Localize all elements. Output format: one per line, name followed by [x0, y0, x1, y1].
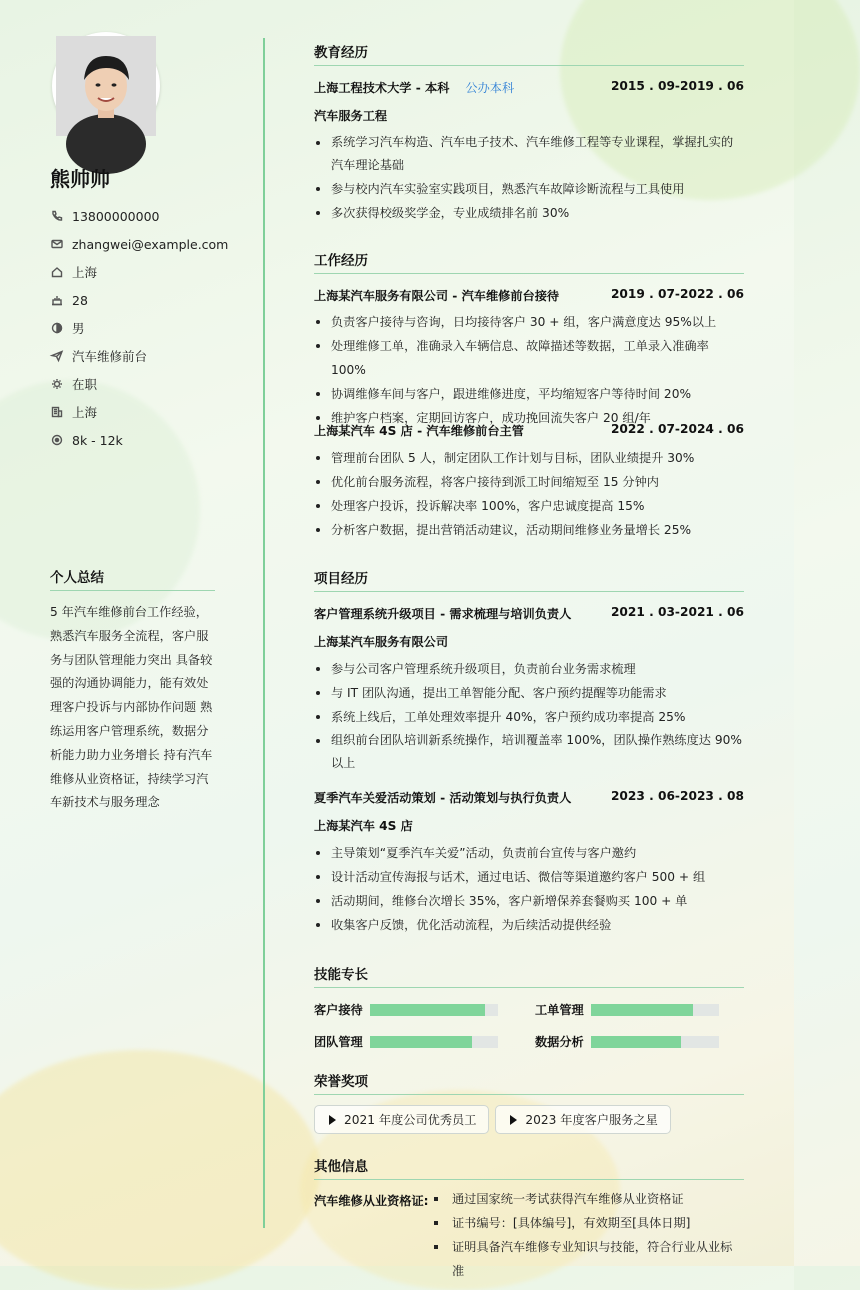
send-icon [50, 349, 64, 363]
skill-bar [591, 1004, 719, 1016]
list-item: 系统上线后，工单处理效率提升 40%，客户预约成功率提高 25% [314, 705, 744, 729]
contact-location [50, 398, 228, 426]
list-item: 分析客户数据，提出营销活动建议，活动期间维修业务量增长 25% [314, 518, 744, 542]
contact-text: 28 [72, 292, 88, 308]
skill-item [314, 1033, 498, 1050]
contact-text: 上海 [72, 405, 98, 420]
contact-email [50, 230, 228, 258]
list-item: 协调维修车间与客户，跟进维修进度，平均缩短客户等待时间 20% [314, 382, 744, 406]
list-item: 证明具备汽车维修专业知识与技能，符合行业从业标准 [434, 1235, 744, 1283]
contact-phone [50, 202, 228, 230]
contact-text: 8k - 12k [72, 432, 123, 448]
skill-name: 团队管理 [314, 1035, 363, 1049]
list-item: 组织前台团队培训新系统操作，培训覆盖率 100%，团队操作熟练度达 90%以上 [314, 729, 744, 775]
skill-bar [591, 1036, 719, 1048]
status-icon [50, 377, 64, 391]
section-title-summary: 个人总结 [50, 566, 215, 591]
project-bullets [314, 841, 744, 937]
section-title-other: 其他信息 [314, 1155, 744, 1180]
skill-item [535, 1001, 719, 1018]
phone-icon [50, 209, 64, 223]
skill-bar-fill [370, 1036, 472, 1048]
skill-bar-fill [591, 1004, 693, 1016]
candidate-name: 熊帅帅 [50, 167, 110, 191]
certificate-bullets [434, 1187, 744, 1283]
list-item: 主导策划“夏季汽车关爱”活动，负责前台宣传与客户邀约 [314, 841, 744, 865]
contact-gender [50, 314, 228, 342]
list-item: 设计活动宣传海报与话术，通过电话、微信等渠道邀约客户 500 + 组 [314, 865, 744, 889]
avatar [52, 32, 160, 140]
background-blob [0, 1050, 320, 1290]
list-item: 与 IT 团队沟通，提出工单智能分配、客户预约提醒等功能需求 [314, 681, 744, 705]
award-text: 2023 年度客户服务之星 [525, 1113, 658, 1127]
section-title-work: 工作经历 [314, 249, 744, 274]
list-item: 参与公司客户管理系统升级项目，负责前台业务需求梳理 [314, 657, 744, 681]
section-title-projects: 项目经历 [314, 567, 744, 592]
job-bullets [314, 446, 744, 542]
list-item: 负责客户接待与咨询，日均接待客户 30 + 组，客户满意度达 95%以上 [314, 310, 744, 334]
gender-icon [50, 321, 64, 335]
contact-text: 13800000000 [72, 208, 160, 224]
list-item: 处理维修工单，准确录入车辆信息、故障描述等数据，工单录入准确率 100% [314, 334, 744, 382]
home-icon [50, 265, 64, 279]
job-head [314, 287, 744, 304]
email-icon [50, 237, 64, 251]
contact-status [50, 370, 228, 398]
list-item: 活动期间，维修台次增长 35%，客户新增保养套餐购买 100 + 单 [314, 889, 744, 913]
list-item: 系统学习汽车构造、汽车电子技术、汽车维修工程等专业课程，掌握扎实的汽车理论基础 [314, 131, 744, 177]
skill-name: 数据分析 [535, 1035, 584, 1049]
list-item: 处理客户投诉，投诉解决率 100%，客户忠诚度提高 15% [314, 494, 744, 518]
contact-text: 男 [72, 321, 85, 336]
certificate-label: 汽车维修从业资格证: [314, 1194, 429, 1208]
job-title: 上海某汽车 4S 店 - 汽车维修前台主管 [314, 424, 524, 438]
skill-item [535, 1033, 719, 1050]
building-icon [50, 405, 64, 419]
project-date: 2021 . 03-2021 . 06 [610, 605, 744, 619]
list-item: 证书编号：[具体编号]，有效期至[具体日期] [434, 1211, 744, 1235]
school-tag: 公办本科 [465, 81, 515, 95]
list-item: 维护客户档案，定期回访客户，成功挽回流失客户 20 组/年 [314, 406, 744, 430]
contact-list [50, 202, 228, 454]
contact-city [50, 258, 228, 286]
award-badge [495, 1105, 670, 1134]
education-major: 汽车服务工程 [314, 109, 388, 123]
contact-text: 汽车维修前台 [72, 349, 148, 364]
project-bullets [314, 657, 744, 775]
project-title: 客户管理系统升级项目 - 需求梳理与培训负责人 [314, 607, 572, 621]
section-title-skills: 技能专长 [314, 963, 744, 988]
project-head [314, 605, 744, 622]
list-item: 收集客户反馈，优化活动流程，为后续活动提供经验 [314, 913, 744, 937]
skill-name: 客户接待 [314, 1003, 363, 1017]
list-item: 优化前台服务流程，将客户接待到派工时间缩短至 15 分钟内 [314, 470, 744, 494]
contact-text: 上海 [72, 265, 98, 280]
list-item: 参与校内汽车实验室实践项目，熟悉汽车故障诊断流程与工具使用 [314, 177, 744, 201]
play-arrow-icon [329, 1115, 336, 1125]
education-bullets [314, 131, 744, 225]
age-icon [50, 293, 64, 307]
award-badge [314, 1105, 489, 1134]
play-arrow-icon [510, 1115, 517, 1125]
list-item: 多次获得校级奖学金，专业成绩排名前 30% [314, 201, 744, 225]
contact-position [50, 342, 228, 370]
education-head [314, 79, 744, 96]
list-item: 管理前台团队 5 人，制定团队工作计划与目标，团队业绩提升 30% [314, 446, 744, 470]
list-item: 通过国家统一考试获得汽车维修从业资格证 [434, 1187, 744, 1211]
section-title-awards: 荣誉奖项 [314, 1070, 744, 1095]
job-title: 上海某汽车服务有限公司 - 汽车维修前台接待 [314, 289, 560, 303]
education-date: 2015 . 09-2019 . 06 [610, 79, 744, 93]
contact-text: zhangwei@example.com [72, 236, 229, 252]
skill-bar [370, 1036, 498, 1048]
skill-item [314, 1001, 498, 1018]
project-org: 上海某汽车 4S 店 [314, 819, 413, 833]
column-divider [263, 38, 265, 1228]
skill-bar-fill [591, 1036, 681, 1048]
section-title-education: 教育经历 [314, 41, 744, 66]
awards-list [314, 1105, 671, 1134]
skill-bar [370, 1004, 498, 1016]
skill-bar-fill [370, 1004, 485, 1016]
job-head [314, 422, 744, 439]
avatar-portrait-icon [56, 36, 156, 136]
skill-name: 工单管理 [535, 1003, 584, 1017]
job-date: 2019 . 07-2022 . 06 [610, 287, 744, 301]
job-date: 2022 . 07-2024 . 06 [610, 422, 744, 436]
project-title: 夏季汽车关爱活动策划 - 活动策划与执行负责人 [314, 791, 572, 805]
project-head [314, 789, 744, 806]
salary-icon [50, 433, 64, 447]
contact-age [50, 286, 228, 314]
job-bullets [314, 310, 744, 430]
contact-salary [50, 426, 228, 454]
summary-text: 5 年汽车维修前台工作经验，熟悉汽车服务全流程，客户服务与团队管理能力突出 具备较强的沟通协调能力，能有效处理客户投诉与内部协作问题 熟练运用客户管理系统，数据分析能力助力业务增长 持有汽车维修从业资格证，持续学习汽车新技术与服务理念 [50, 605, 213, 810]
project-date: 2023 . 06-2023 . 08 [610, 789, 744, 803]
project-org: 上海某汽车服务有限公司 [314, 635, 449, 649]
award-text: 2021 年度公司优秀员工 [344, 1113, 477, 1127]
school-name: 上海工程技术大学 - 本科 [314, 81, 450, 95]
contact-text: 在职 [72, 377, 98, 392]
